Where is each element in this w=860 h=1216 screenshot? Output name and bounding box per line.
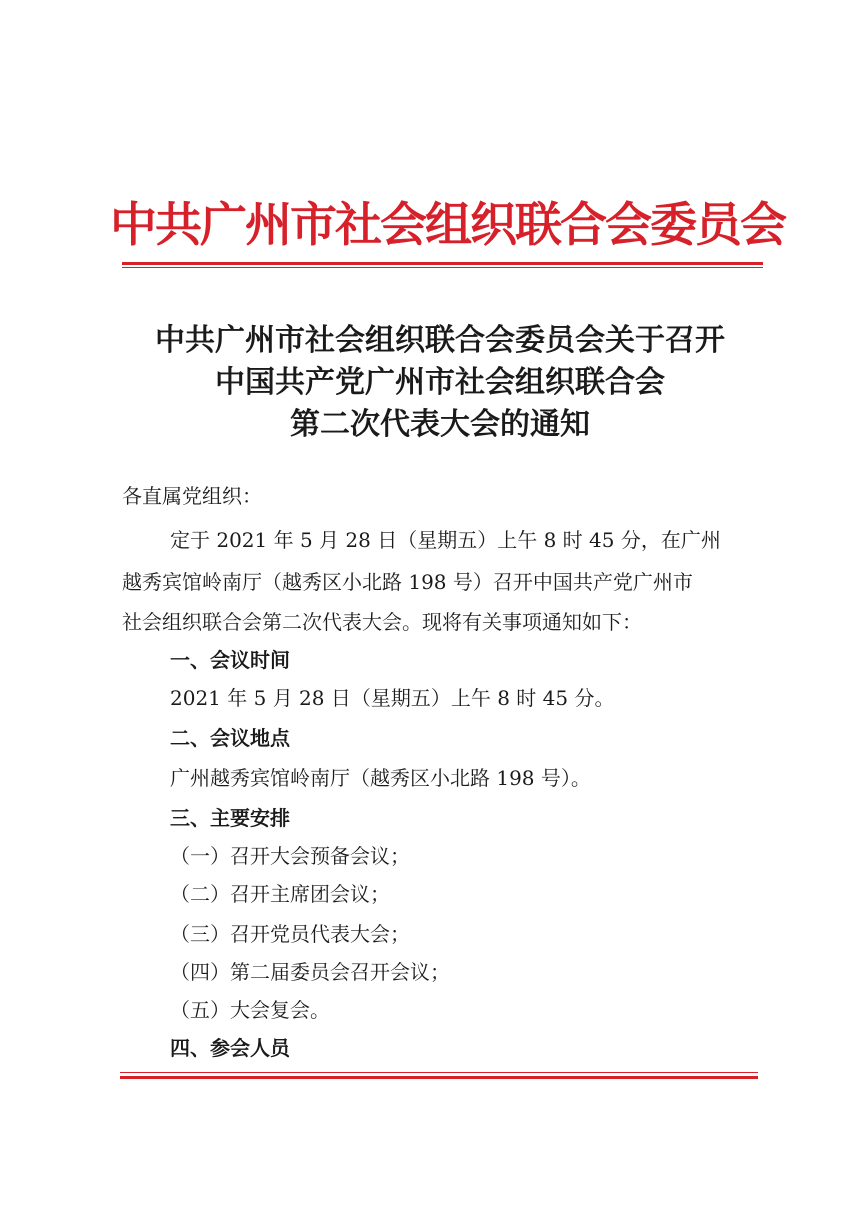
intro-line-2: 越秀宾馆岭南厅（越秀区小北路 198 号）召开中国共产党广州市 (122, 570, 693, 594)
letterhead-title: 中共广州市社会组织联合会委员会 (110, 198, 785, 253)
section-value-time: 2021 年 5 月 28 日（星期五）上午 8 时 45 分。 (170, 686, 615, 710)
letterhead-rule-thick (122, 262, 763, 265)
schedule-item: （三）召开党员代表大会； (170, 922, 410, 946)
schedule-item: （一）召开大会预备会议； (170, 844, 410, 868)
section-heading-time: 一、会议时间 (170, 648, 290, 672)
title-line-2: 中国共产党广州市社会组织联合会 (215, 365, 665, 400)
salutation: 各直属党组织： (122, 484, 262, 508)
title-line-3: 第二次代表大会的通知 (290, 407, 590, 442)
intro-line-1: 定于 2021 年 5 月 28 日（星期五）上午 8 时 45 分，在广州 (170, 528, 721, 552)
schedule-item: （五）大会复会。 (170, 998, 330, 1022)
document-title (110, 320, 770, 446)
schedule-item: （四）第二届委员会召开会议； (170, 960, 450, 984)
schedule-item: （二）召开主席团会议； (170, 882, 390, 906)
footer-rule-thick (120, 1076, 758, 1079)
section-heading-schedule: 三、主要安排 (170, 806, 290, 830)
footer-rule-thin (120, 1072, 758, 1073)
section-heading-place: 二、会议地点 (170, 726, 290, 750)
section-heading-attendees: 四、参会人员 (170, 1036, 290, 1060)
letterhead-rule-thin (122, 267, 763, 268)
intro-line-3: 社会组织联合会第二次代表大会。现将有关事项通知如下： (122, 610, 642, 634)
section-value-place: 广州越秀宾馆岭南厅（越秀区小北路 198 号）。 (170, 766, 591, 790)
title-line-1: 中共广州市社会组织联合会委员会关于召开 (155, 323, 725, 358)
